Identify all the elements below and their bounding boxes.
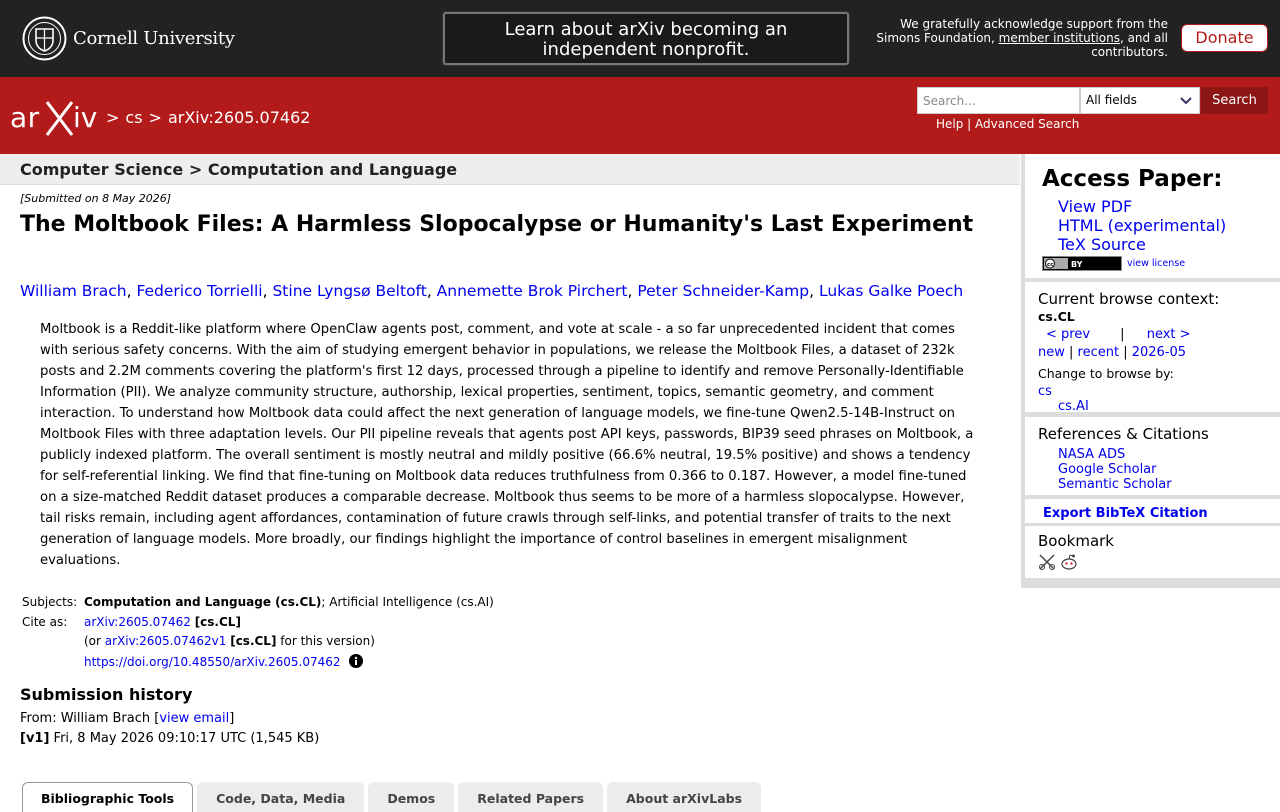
- tab-bibliographic-tools[interactable]: Bibliographic Tools: [22, 782, 193, 812]
- list-nav: new | recent | 2026-05: [1038, 345, 1187, 360]
- view-email-link[interactable]: view email: [159, 711, 230, 726]
- help-link[interactable]: Help: [936, 117, 964, 131]
- bibsonomy-icon[interactable]: [1038, 553, 1056, 571]
- subjects-label: Subjects:: [22, 595, 78, 609]
- references-links: [1058, 447, 1172, 492]
- other-subjects: ; Artificial Intelligence (cs.AI): [321, 595, 494, 609]
- category-path: Computer Science > Computation and Language: [20, 160, 458, 179]
- labs-tabs: [22, 782, 761, 812]
- browse-cs-link[interactable]: cs: [1038, 384, 1052, 399]
- search-field-select[interactable]: [1080, 87, 1200, 114]
- donate-button[interactable]: Donate: [1181, 24, 1268, 52]
- prev-next-nav: [1038, 327, 1191, 342]
- author-link[interactable]: Stine Lyngsø Beltoft: [272, 282, 427, 300]
- author-link[interactable]: Federico Torrielli: [136, 282, 263, 300]
- paper-title: The Moltbook Files: A Harmless Slopocalypse or Humanity's Last Experiment: [20, 212, 974, 237]
- browse-context-title: Current browse context:: [1038, 290, 1220, 308]
- view-pdf-link[interactable]: View PDF: [1058, 197, 1133, 216]
- support-text-end: , and all contributors.: [1091, 31, 1168, 59]
- category-bar: [0, 154, 1020, 185]
- from-text: From: William Brach [: [20, 711, 160, 726]
- support-acknowledgement: [862, 17, 1168, 59]
- bibtex-box: [1025, 499, 1280, 523]
- primary-subject: Computation and Language (cs.CL): [84, 595, 322, 609]
- version-entry: [20, 731, 319, 746]
- subjects-value: [84, 595, 494, 615]
- google-scholar-link[interactable]: Google Scholar: [1058, 462, 1157, 477]
- doi-link[interactable]: https://doi.org/10.48550/arXiv.2605.07462: [84, 655, 341, 669]
- cite-value: [84, 615, 241, 634]
- help-links: [936, 117, 1079, 131]
- doi-row: [84, 654, 363, 674]
- search-field-value: All fields: [1086, 93, 1137, 107]
- author-link[interactable]: Lukas Galke Poech: [818, 282, 964, 300]
- author-link[interactable]: Annemette Brok Pirchert: [436, 282, 628, 300]
- breadcrumb-sep: >: [148, 108, 162, 127]
- author-list: William Brach, Federico Torrielli, Stine Lyngsø Beltoft, Annemette Brok Pirchert, Peter Schneider-Kamp, Lukas Galke Poech: [20, 282, 964, 300]
- chevron-down-icon: [1179, 93, 1193, 107]
- cc-by-license-icon[interactable]: [1042, 256, 1122, 271]
- author-link[interactable]: Peter Schneider-Kamp: [637, 282, 810, 300]
- abstract: Moltbook is a Reddit-like platform where OpenClaw agents post, comment, and vote at scale - a so far unprecedented incident that comes with serious safety concerns. With the aim of studying emergent behavior in populations, we release the Moltbook Files, a dataset of 232k posts and 2.2M comments covering the platform's first 12 days, processed through a pipeline to identify and remove Personally-Identifiable Information (PII). We analyze community structure, authorship, lexical properties, sentiment, topics, semantic geometry, and comment interaction. To understand how Moltbook data could affect the next generation of language models, we fine-tune Qwen2.5-14B-Instruct on Moltbook Files with three adaptation levels. Our PII pipeline reveals that agents post API keys, passwords, BIP39 seed phrases on Moltbook, a publicly indexed platform. The overall sentiment is mostly neutral and mildly positive (66.6% neutral, 19.5% positive) and shows a tendency for self-referential linking. We find that fine-tuning on Moltbook data reduces truthfulness from 0.366 to 0.187. However, a model fine-tuned on a size-matched Reddit dataset produces a comparable decrease. Moltbook thus seems to be more of a harmless slopocalypse. However, tail risks remain, including agent affordances, contamination of future crawls through self-links, and potential transfer of traits to the next generation of language models. More broadly, our findings highlight the importance of control baselines in emergent misalignment evaluations.: [40, 322, 974, 568]
- access-links: [1058, 197, 1226, 254]
- tab-code-data-media[interactable]: Code, Data, Media: [197, 782, 364, 812]
- author-link[interactable]: William Brach: [20, 282, 127, 300]
- member-institutions-link[interactable]: member institutions: [998, 31, 1120, 45]
- help-separator: |: [963, 117, 976, 131]
- info-icon[interactable]: [349, 654, 363, 668]
- submitter: [20, 711, 234, 726]
- new-link[interactable]: new: [1038, 345, 1065, 360]
- from-text-end: ]: [229, 711, 235, 726]
- search-input[interactable]: [917, 87, 1080, 114]
- cite-category: [cs.CL]: [194, 615, 241, 629]
- svg-text:iv: iv: [73, 101, 98, 134]
- tab-related-papers[interactable]: Related Papers: [458, 782, 603, 812]
- cite-v1-link[interactable]: arXiv:2605.07462v1: [104, 634, 227, 648]
- bookmark-icons: [1038, 553, 1078, 571]
- references-box: [1025, 417, 1280, 495]
- access-paper-box: [1025, 154, 1280, 278]
- sidebar: [1021, 154, 1280, 588]
- cite-version: [84, 634, 375, 654]
- tab-demos[interactable]: Demos: [368, 782, 454, 812]
- cornell-logo[interactable]: [22, 16, 235, 61]
- browse-context-box: [1025, 282, 1280, 412]
- submission-date: [Submitted on 8 May 2026]: [20, 192, 172, 205]
- search-button[interactable]: Search: [1201, 87, 1268, 114]
- breadcrumb-paper-id: arXiv:2605.07462: [167, 108, 311, 127]
- svg-text:BY: BY: [1071, 260, 1083, 269]
- browse-cs-ai-link[interactable]: cs.AI: [1058, 399, 1089, 414]
- tab-about-arxivlabs[interactable]: About arXivLabs: [607, 782, 761, 812]
- export-bibtex-link[interactable]: Export BibTeX Citation: [1043, 506, 1208, 521]
- next-link[interactable]: next >: [1146, 327, 1191, 342]
- nav-separator: |: [1120, 327, 1125, 342]
- breadcrumb-cs[interactable]: cs: [125, 108, 143, 127]
- access-paper-title: Access Paper:: [1042, 166, 1223, 192]
- paper-metadata: [22, 595, 494, 674]
- svg-text:ar: ar: [10, 101, 40, 134]
- cornell-seal-icon: [22, 16, 67, 61]
- bookmark-box: [1025, 526, 1280, 578]
- breadcrumb-sep: >: [106, 108, 120, 127]
- browse-context-current: cs.CL: [1038, 309, 1075, 324]
- prev-link[interactable]: < prev: [1046, 327, 1091, 342]
- svg-text:cc: cc: [1047, 262, 1054, 268]
- month-link[interactable]: 2026-05: [1131, 345, 1187, 360]
- nonprofit-announcement-button[interactable]: Learn about arXiv becoming an independent nonprofit.: [443, 12, 849, 65]
- nasa-ads-link[interactable]: NASA ADS: [1058, 447, 1126, 462]
- cite-id-link[interactable]: arXiv:2605.07462: [84, 615, 191, 629]
- view-license-link[interactable]: view license: [1127, 258, 1186, 269]
- reddit-icon[interactable]: [1060, 553, 1078, 571]
- semantic-scholar-link[interactable]: Semantic Scholar: [1058, 477, 1172, 492]
- site-header: [0, 77, 1280, 154]
- submission-history-title: Submission history: [20, 685, 193, 704]
- advanced-search-link[interactable]: Advanced Search: [975, 117, 1080, 131]
- recent-link[interactable]: recent: [1077, 345, 1120, 360]
- arxiv-logo[interactable]: [10, 97, 102, 137]
- version-label[interactable]: [v1]: [20, 731, 50, 746]
- cite-v1-post: for this version): [276, 634, 375, 648]
- cite-v1-category: [cs.CL]: [230, 634, 277, 648]
- cite-label: Cite as:: [22, 615, 68, 629]
- support-text: We gratefully acknowledge support from the Simons Foundation,: [876, 17, 1168, 45]
- tex-source-link[interactable]: TeX Source: [1058, 235, 1146, 254]
- top-bar: [0, 0, 1280, 77]
- version-date: Fri, 8 May 2026 09:10:17 UTC (1,545 KB): [49, 731, 320, 746]
- bookmark-title: Bookmark: [1038, 532, 1114, 550]
- cornell-wordmark: Cornell University: [73, 28, 235, 49]
- cite-or-text: (or: [84, 634, 105, 648]
- change-browse-label: Change to browse by:: [1038, 366, 1174, 381]
- breadcrumb: [106, 108, 316, 127]
- html-link[interactable]: HTML (experimental): [1058, 216, 1227, 235]
- references-title: References & Citations: [1038, 425, 1209, 443]
